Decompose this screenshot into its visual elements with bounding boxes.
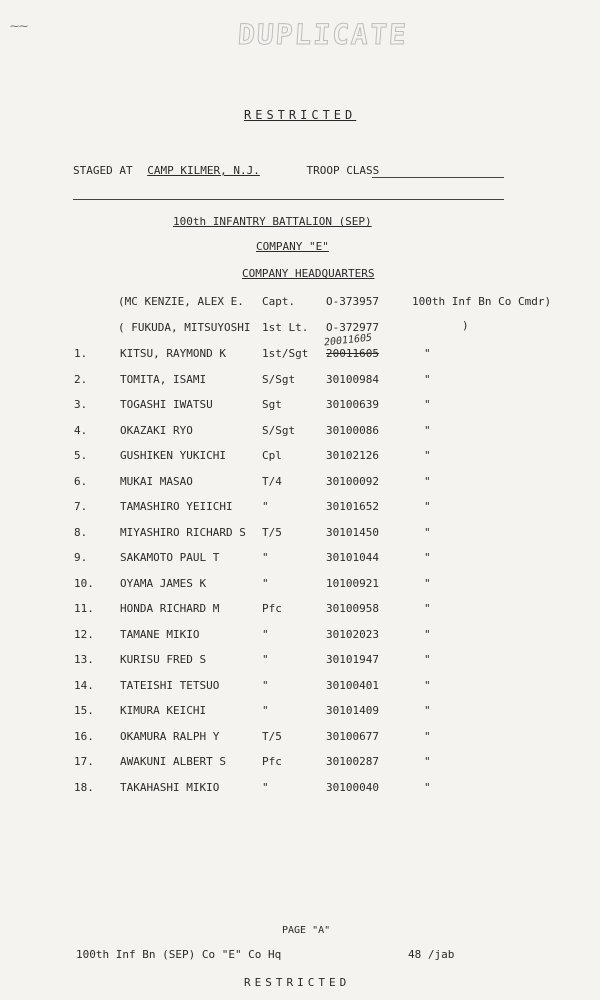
row-number: 3. — [74, 398, 88, 411]
soldier-name: TAKAHASHI MIKIO — [120, 780, 220, 794]
row-number: 11. — [74, 602, 94, 615]
ditto-mark: " — [424, 474, 431, 488]
soldier-rank: S/Sgt — [262, 423, 296, 437]
row-number: 12. — [74, 627, 94, 641]
officer-note: ) — [462, 319, 469, 332]
row-number: 8. — [74, 525, 88, 539]
ditto-mark: " — [424, 755, 431, 768]
ditto-mark: " — [424, 576, 431, 590]
row-number: 5. — [74, 449, 88, 462]
row-number: 15. — [74, 704, 94, 717]
soldier-serial: 30102023 — [326, 627, 379, 641]
troop-class-label: TROOP CLASS — [306, 164, 380, 177]
soldier-rank: Pfc — [262, 755, 282, 768]
officer-rank: Capt. — [262, 295, 296, 308]
ditto-mark: " — [424, 551, 431, 564]
section-heading: COMPANY HEADQUARTERS — [242, 267, 375, 280]
officer-serial: O-372977 — [326, 321, 379, 334]
soldier-serial: 20011605 — [326, 347, 379, 360]
soldier-serial: 30100401 — [326, 678, 379, 692]
soldier-name: AWAKUNI ALBERT S — [120, 755, 226, 768]
ditto-mark: " — [424, 653, 431, 666]
soldier-rank: " — [262, 704, 269, 717]
page-label: PAGE "A" — [282, 925, 331, 936]
classification-bottom: RESTRICTED — [244, 976, 351, 989]
soldier-name: SAKAMOTO PAUL T — [120, 551, 220, 564]
staged-label: STAGED AT — [73, 164, 133, 177]
soldier-rank: S/Sgt — [262, 372, 296, 386]
soldier-name: MUKAI MASAO — [120, 474, 193, 488]
officer-name: (MC KENZIE, ALEX E. — [118, 295, 244, 308]
row-number: 13. — [74, 653, 94, 666]
ditto-mark: " — [424, 449, 431, 462]
ditto-mark: " — [424, 627, 431, 641]
row-number: 16. — [74, 729, 94, 743]
ditto-mark: " — [424, 372, 431, 386]
soldier-name: KIMURA KEICHI — [120, 704, 207, 717]
ditto-mark: " — [424, 602, 431, 615]
row-number: 9. — [74, 551, 88, 564]
row-number: 1. — [74, 347, 88, 360]
footer-unit-line: 100th Inf Bn (SEP) Co "E" Co Hq — [76, 948, 282, 961]
officer-name: ( FUKUDA, MITSUYOSHI — [118, 321, 251, 334]
officer-note: 100th Inf Bn Co Cmdr) — [412, 295, 552, 308]
soldier-serial: 30101044 — [326, 551, 379, 564]
soldier-name: HONDA RICHARD M — [120, 602, 220, 615]
soldier-name: TOGASHI IWATSU — [120, 398, 213, 411]
soldier-rank: " — [262, 627, 269, 641]
row-number: 18. — [74, 780, 94, 794]
soldier-name: TAMASHIRO YEIICHI — [120, 500, 233, 513]
row-number: 2. — [74, 372, 88, 386]
soldier-rank: Cpl — [262, 449, 282, 462]
soldier-rank: Sgt — [262, 398, 282, 411]
ditto-mark: " — [424, 704, 431, 717]
soldier-name: KURISU FRED S — [120, 653, 207, 666]
soldier-name: OYAMA JAMES K — [120, 576, 207, 590]
staged-row — [73, 164, 379, 177]
soldier-serial: 30102126 — [326, 449, 379, 462]
soldier-serial: 30101947 — [326, 653, 379, 666]
soldier-serial: 30100092 — [326, 474, 379, 488]
soldier-serial: 10100921 — [326, 576, 379, 590]
rule-line — [73, 199, 504, 200]
soldier-name: GUSHIKEN YUKICHI — [120, 449, 226, 462]
soldier-serial: 30101450 — [326, 525, 379, 539]
soldier-serial: 30100958 — [326, 602, 379, 615]
row-number: 6. — [74, 474, 88, 488]
battalion-heading: 100th INFANTRY BATTALION (SEP) — [173, 215, 372, 228]
soldier-rank: " — [262, 576, 269, 590]
row-number: 7. — [74, 500, 88, 513]
soldier-name: TAMANE MIKIO — [120, 627, 200, 641]
ditto-mark: " — [424, 423, 431, 437]
ditto-mark: " — [424, 500, 431, 513]
soldier-serial: 30100287 — [326, 755, 379, 768]
company-heading: COMPANY "E" — [256, 240, 329, 253]
soldier-serial: 30101652 — [326, 500, 379, 513]
officer-rank: 1st Lt. — [262, 321, 309, 334]
soldier-name: TOMITA, ISAMI — [120, 372, 207, 386]
soldier-rank: " — [262, 678, 269, 692]
soldier-rank: " — [262, 780, 269, 794]
troop-class-blank — [372, 177, 504, 178]
footer-ref: 48 /jab — [408, 948, 455, 961]
soldier-serial: 30100639 — [326, 398, 379, 411]
officer-serial: O-373957 — [326, 295, 379, 308]
ditto-mark: " — [424, 729, 431, 743]
corner-mark: ⁓⁓ — [10, 22, 28, 32]
soldier-rank: T/5 — [262, 729, 282, 743]
soldier-rank: Pfc — [262, 602, 282, 615]
ditto-mark: " — [424, 780, 431, 794]
soldier-name: KITSU, RAYMOND K — [120, 347, 226, 360]
soldier-serial: 30100677 — [326, 729, 379, 743]
soldier-rank: T/5 — [262, 525, 282, 539]
staged-value: CAMP KILMER, N.J. — [147, 164, 260, 177]
soldier-rank: " — [262, 551, 269, 564]
soldier-rank: " — [262, 500, 269, 513]
row-number: 4. — [74, 423, 88, 437]
soldier-serial: 30100086 — [326, 423, 379, 437]
soldier-name: OKAMURA RALPH Y — [120, 729, 220, 743]
soldier-serial: 30100984 — [326, 372, 379, 386]
soldier-name: TATEISHI TETSUO — [120, 678, 220, 692]
ditto-mark: " — [424, 678, 431, 692]
soldier-rank: 1st/Sgt — [262, 347, 309, 360]
soldier-serial: 30100040 — [326, 780, 379, 794]
serial-correction: 20011605 — [323, 332, 373, 349]
soldier-rank: " — [262, 653, 269, 666]
duplicate-stamp: DUPLICATE — [236, 18, 409, 51]
classification-top: RESTRICTED — [244, 108, 357, 122]
soldier-name: MIYASHIRO RICHARD S — [120, 525, 246, 539]
row-number: 10. — [74, 576, 94, 590]
ditto-mark: " — [424, 398, 431, 411]
soldier-serial: 30101409 — [326, 704, 379, 717]
soldier-name: OKAZAKI RYO — [120, 423, 193, 437]
ditto-mark: " — [424, 525, 431, 539]
row-number: 14. — [74, 678, 94, 692]
soldier-rank: T/4 — [262, 474, 282, 488]
ditto-mark: " — [424, 347, 431, 360]
row-number: 17. — [74, 755, 94, 768]
